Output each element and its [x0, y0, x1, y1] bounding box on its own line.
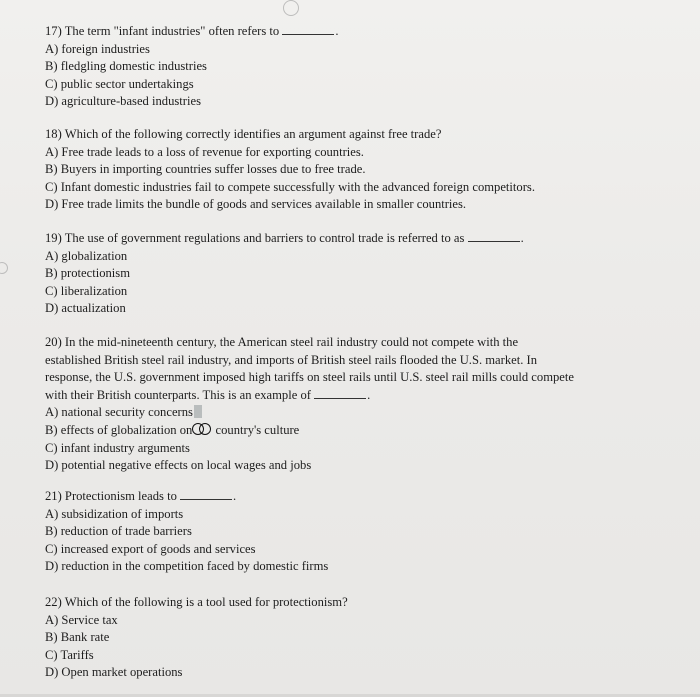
question-17: [45, 23, 655, 111]
question-17-stem: 17) The term "infant industries" often refers to .: [45, 24, 339, 38]
question-18-option-d: D) Free trade limits the bundle of goods and services available in smaller countries.: [45, 197, 467, 212]
question-19-option-b: B) protectionism: [45, 266, 130, 281]
question-20-option-c: C) infant industry arguments: [45, 440, 190, 455]
question-19-option-d: D) actualization: [45, 301, 126, 316]
question-18-option-c: C) Infant domestic industries fail to compete successfully with the advanced foreign competitors.: [45, 179, 535, 194]
question-20: [45, 334, 655, 475]
margin-mark-icon: [0, 262, 8, 274]
question-18: [45, 126, 655, 214]
question-17-option-b: B) fledgling domestic industries: [45, 59, 207, 74]
question-19: [45, 230, 655, 318]
answer-blank: [282, 23, 334, 35]
question-22-option-b: B) Bank rate: [45, 630, 110, 645]
answer-blank: [468, 230, 520, 242]
question-19-stem: 19) The use of government regulations and barriers to control trade is referred to as .: [45, 231, 524, 245]
question-19-option-c: C) liberalization: [45, 283, 128, 298]
question-19-option-a: A) globalization: [45, 248, 128, 263]
question-22-option-c: C) Tariffs: [45, 647, 94, 662]
question-20-option-d: D) potential negative effects on local wages and jobs: [45, 458, 312, 473]
question-20-option-a: A) national security concerns: [45, 404, 655, 422]
question-21-option-a: A) subsidization of imports: [45, 506, 184, 521]
question-18-option-a: A) Free trade leads to a loss of revenue for exporting countries.: [45, 144, 364, 159]
question-21-option-c: C) increased export of goods and services: [45, 541, 256, 556]
question-20-stem: 20) In the mid-nineteenth century, the American steel rail industry could not compete with the established British steel rail industry, and imports of British steel rails flooded the U.S. market. In response, the U.S. government imposed high tariffs on steel rails until U.S. steel rail mills could compete with their British counterparts. This is an example of .: [45, 335, 574, 402]
question-21-option-d: D) reduction in the competition faced by domestic firms: [45, 559, 329, 574]
question-18-option-b: B) Buyers in importing countries suffer losses due to free trade.: [45, 162, 366, 177]
question-17-option-c: C) public sector undertakings: [45, 76, 194, 91]
question-21-option-b: B) reduction of trade barriers: [45, 524, 192, 539]
question-17-option-a: A) foreign industries: [45, 41, 150, 56]
question-22-option-d: D) Open market operations: [45, 665, 183, 680]
answer-blank: [180, 488, 232, 500]
question-17-option-d: D) agriculture-based industries: [45, 94, 201, 109]
question-18-stem: 18) Which of the following correctly identifies an argument against free trade?: [45, 127, 442, 141]
overlapping-rings-icon: [192, 423, 212, 435]
question-22-stem: 22) Which of the following is a tool used for protectionism?: [45, 595, 348, 609]
text-cursor-icon: [194, 405, 202, 418]
question-22-option-a: A) Service tax: [45, 612, 118, 627]
question-21-stem: 21) Protectionism leads to .: [45, 489, 237, 503]
question-22: [45, 594, 655, 682]
answer-blank: [314, 387, 366, 399]
question-21: [45, 488, 655, 576]
question-20-option-b: B) effects of globalization on country's culture: [45, 422, 300, 437]
circle-mark-icon: [283, 0, 299, 16]
